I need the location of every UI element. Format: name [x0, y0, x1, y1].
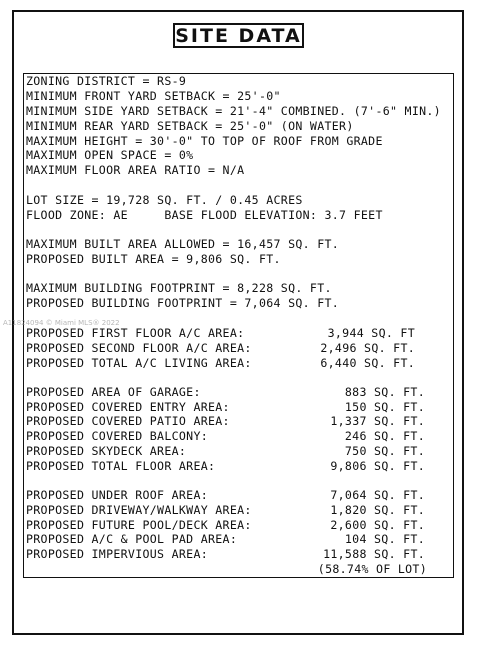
row-label: PROPOSED AREA OF GARAGE:	[26, 385, 201, 399]
row-label: PROPOSED TOTAL A/C LIVING AREA:	[26, 356, 252, 370]
open-space-line: MAXIMUM OPEN SPACE = 0%	[26, 148, 194, 162]
row-value: 2,600 SQ. FT.	[330, 518, 425, 532]
row-value: 750 SQ. FT.	[344, 444, 425, 458]
page-title: SITE DATA	[175, 24, 302, 47]
row-label: PROPOSED IMPERVIOUS AREA:	[26, 547, 209, 561]
side-setback-line: MINIMUM SIDE YARD SETBACK = 21'-4" COMBINED. (7'-6" MIN.)	[26, 104, 441, 118]
row-value: 2,496 SQ. FT.	[320, 341, 415, 355]
row-value: 1,820 SQ. FT.	[330, 503, 425, 517]
row-label: PROPOSED COVERED ENTRY AREA:	[26, 400, 230, 414]
row-value: 7,064 SQ. FT.	[330, 488, 425, 502]
title-box	[173, 23, 304, 48]
row-label: PROPOSED FUTURE POOL/DECK AREA:	[26, 518, 252, 532]
row-value: 11,588 SQ. FT.	[323, 547, 425, 561]
max-built-area-line: MAXIMUM BUILT AREA ALLOWED = 16,457 SQ. FT.	[26, 237, 340, 251]
row-value: 104 SQ. FT.	[344, 532, 425, 546]
row-label: PROPOSED FIRST FLOOR A/C AREA:	[26, 326, 245, 340]
row-label: PROPOSED DRIVEWAY/WALKWAY AREA:	[26, 503, 252, 517]
proposed-built-area-line: PROPOSED BUILT AREA = 9,806 SQ. FT.	[26, 252, 281, 266]
row-value: 3,944 SQ. FT	[327, 326, 415, 340]
impervious-percent: (58.74% OF LOT)	[317, 562, 427, 576]
row-label: PROPOSED SKYDECK AREA:	[26, 444, 187, 458]
row-label: PROPOSED SECOND FLOOR A/C AREA:	[26, 341, 252, 355]
row-value: 1,337 SQ. FT.	[330, 414, 425, 428]
zoning-district-line: ZONING DISTRICT = RS-9	[26, 74, 187, 88]
row-label: PROPOSED UNDER ROOF AREA:	[26, 488, 209, 502]
floor-area-ratio-line: MAXIMUM FLOOR AREA RATIO = N/A	[26, 163, 245, 177]
row-label: PROPOSED A/C & POOL PAD AREA:	[26, 532, 238, 546]
row-value: 150 SQ. FT.	[344, 400, 425, 414]
row-value: 6,440 SQ. FT.	[320, 356, 415, 370]
row-value: 246 SQ. FT.	[344, 429, 425, 443]
max-footprint-line: MAXIMUM BUILDING FOOTPRINT = 8,228 SQ. FT.	[26, 281, 332, 295]
row-value: 9,806 SQ. FT.	[330, 459, 425, 473]
rear-setback-line: MINIMUM REAR YARD SETBACK = 25'-0" (ON WATER)	[26, 119, 354, 133]
row-value: 883 SQ. FT.	[344, 385, 425, 399]
flood-zone-line: FLOOD ZONE: AE BASE FLOOD ELEVATION: 3.7 FEET	[26, 208, 383, 222]
row-label: PROPOSED COVERED BALCONY:	[26, 429, 209, 443]
row-label: PROPOSED COVERED PATIO AREA:	[26, 414, 230, 428]
lot-size-line: LOT SIZE = 19,728 SQ. FT. / 0.45 ACRES	[26, 193, 303, 207]
proposed-footprint-line: PROPOSED BUILDING FOOTPRINT = 7,064 SQ. FT.	[26, 296, 340, 310]
mls-watermark: A11824094 © Miami MLS® 2022	[3, 319, 120, 327]
max-height-line: MAXIMUM HEIGHT = 30'-0" TO TOP OF ROOF FROM GRADE	[26, 134, 383, 148]
row-label: PROPOSED TOTAL FLOOR AREA:	[26, 459, 216, 473]
front-setback-line: MINIMUM FRONT YARD SETBACK = 25'-0"	[26, 89, 281, 103]
